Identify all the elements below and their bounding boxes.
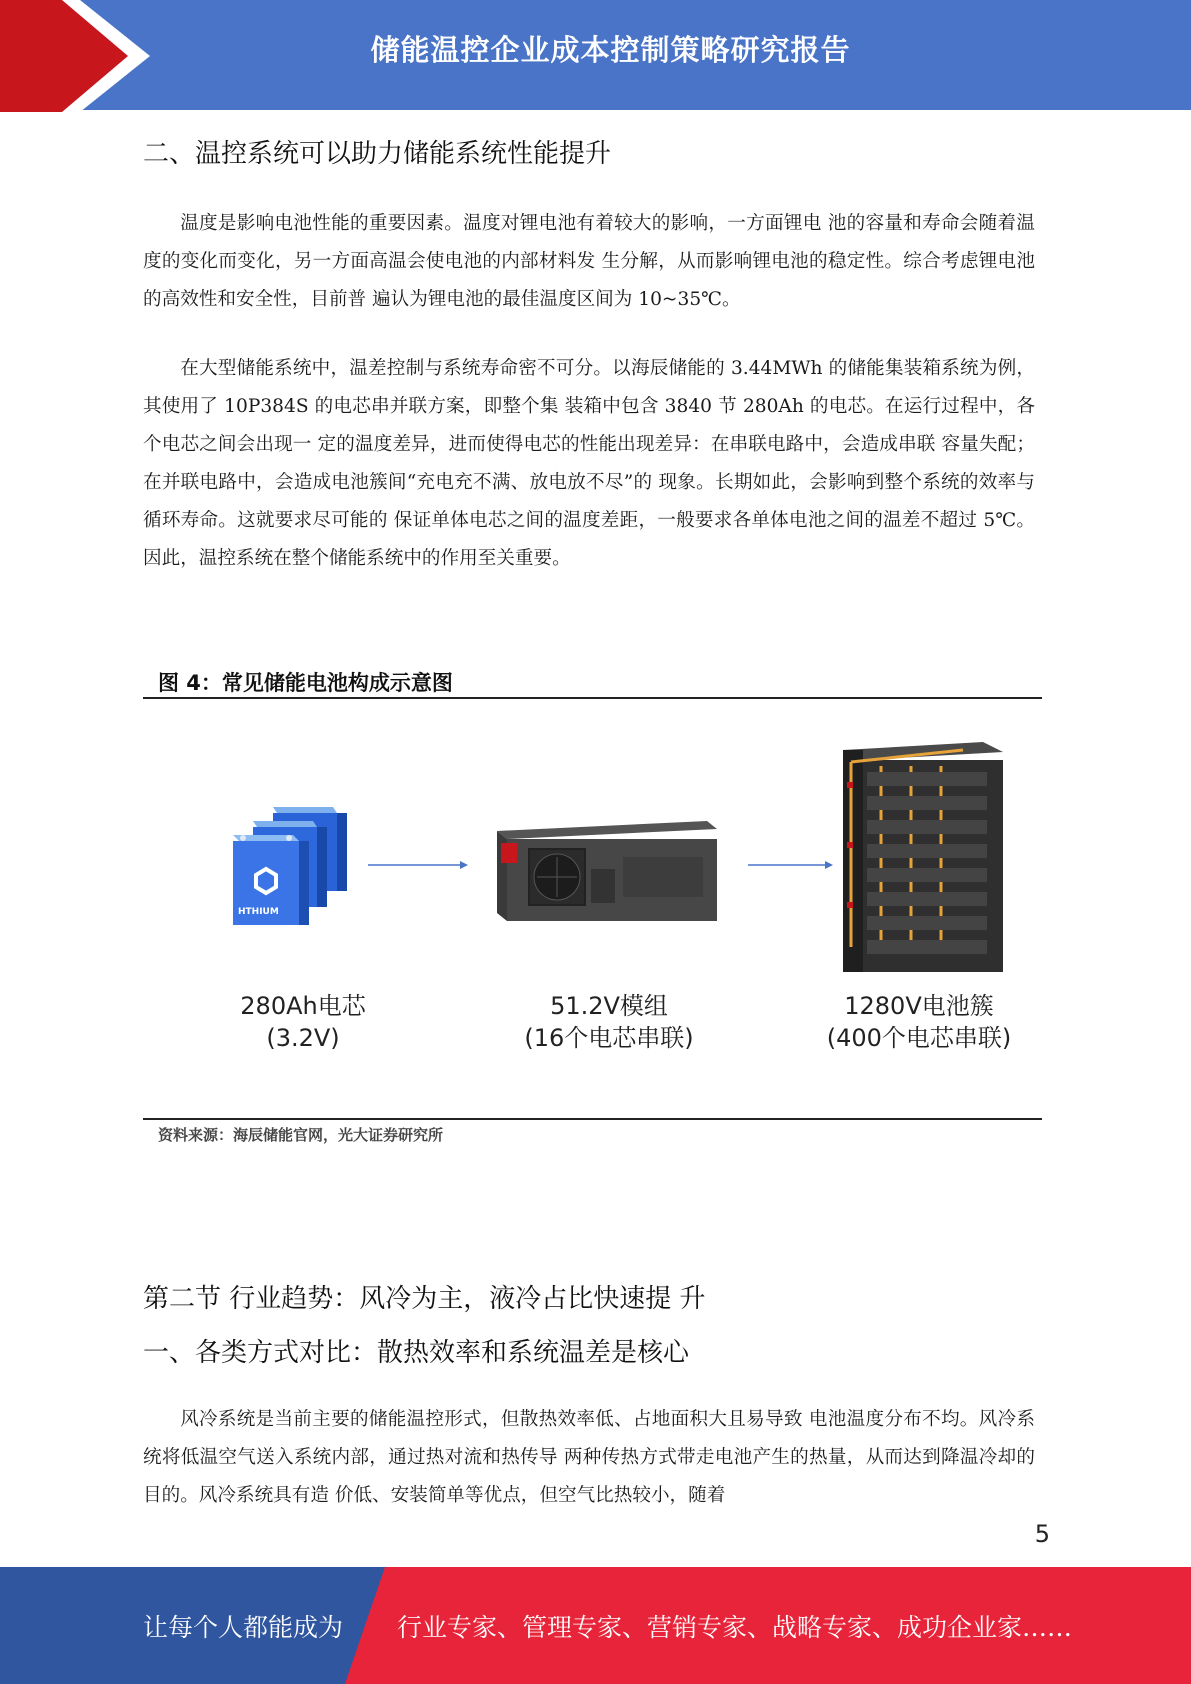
chapter-heading: 第二节 行业趋势：风冷为主，液冷占比快速提 升 — [143, 1284, 706, 1314]
figure-bottom-rule — [143, 1118, 1042, 1120]
caption-cluster — [799, 990, 1039, 1054]
battery-module-illustration — [493, 817, 723, 927]
page-number: 5 — [1034, 1520, 1050, 1548]
subsection-heading: 一、各类方式对比：散热效率和系统温差是核心 — [143, 1338, 690, 1368]
battery-cluster-illustration — [843, 742, 1003, 974]
paragraph-air-cooling: 风冷系统是当前主要的储能温控形式，但散热效率低、占地面积大且易导致 电池温度分布不均。风冷系统将低温空气送入系统内部，通过热对流和热传导 两种传热方式带走电池产生的热量，从而达到降温冷却的目的。风冷系统具有造 价低、安装简单等优点，但空气比热较小，随着 — [143, 1409, 1035, 1506]
arrow-right-icon — [748, 857, 833, 873]
caption-cell-line2: (3.2V) — [266, 1024, 340, 1052]
figure-top-rule — [143, 697, 1042, 699]
figure-source: 资料来源：海辰储能官网，光大证券研究所 — [158, 1126, 444, 1144]
footer-slogan-right: 行业专家、管理专家、营销专家、战略专家、成功企业家…… — [397, 1613, 1073, 1642]
caption-cluster-line2: (400个电芯串联) — [826, 1024, 1012, 1052]
arrow-right-icon — [368, 857, 468, 873]
caption-module-line2: (16个电芯串联) — [524, 1024, 694, 1052]
section-heading: 二、温控系统可以助力储能系统性能提升 — [143, 139, 612, 169]
caption-module-line1: 51.2V模组 — [550, 992, 668, 1020]
paragraph-temperature: 温度是影响电池性能的重要因素。温度对锂电池有着较大的影响，一方面锂电 池的容量和寿命会随着温度的变化而变化，另一方面高温会使电池的内部材料发 生分解，从而影响锂电池的稳定性。综合考虑锂电池的高效性和安全性，目前普 遍认为锂电池的最佳温度区间为 10~35℃。 — [143, 213, 1035, 310]
footer-slogan-left: 让每个人都能成为 — [143, 1613, 344, 1642]
caption-cluster-line1: 1280V电池簇 — [844, 992, 994, 1020]
cell-logo-text: HTHIUM — [238, 907, 279, 917]
figure-title: 图 4：常见储能电池构成示意图 — [158, 671, 453, 695]
document-title: 储能温控企业成本控制策略研究报告 — [370, 33, 851, 67]
caption-cell-line1: 280Ah电芯 — [240, 992, 366, 1020]
paragraph-temperature-control: 在大型储能系统中，温差控制与系统寿命密不可分。以海辰储能的 3.44MWh 的储能集装箱系统为例，其使用了 10P384S 的电芯串并联方案，即整个集 装箱中包含 3840 节 280Ah 的电芯。在运行过程中，各个电芯之间会出现一 定的温度差异，进而使得电芯的性能出现差异：在串联电路中，会造成串联 容量失配；在并联电路中，会造成电池簇间“充电充不满、放电放不尽”的 现象。长期如此，会影响到整个系统的效率与循环寿命。这就要求尽可能的 保证单体电芯之间的温度差距，一般要求各单体电池之间的温差不超过 5℃。 因此，温控系统在整个储能系统中的作用至关重要。 — [143, 358, 1035, 569]
caption-cell — [173, 990, 433, 1054]
caption-module — [479, 990, 739, 1054]
figure — [143, 662, 1042, 1152]
